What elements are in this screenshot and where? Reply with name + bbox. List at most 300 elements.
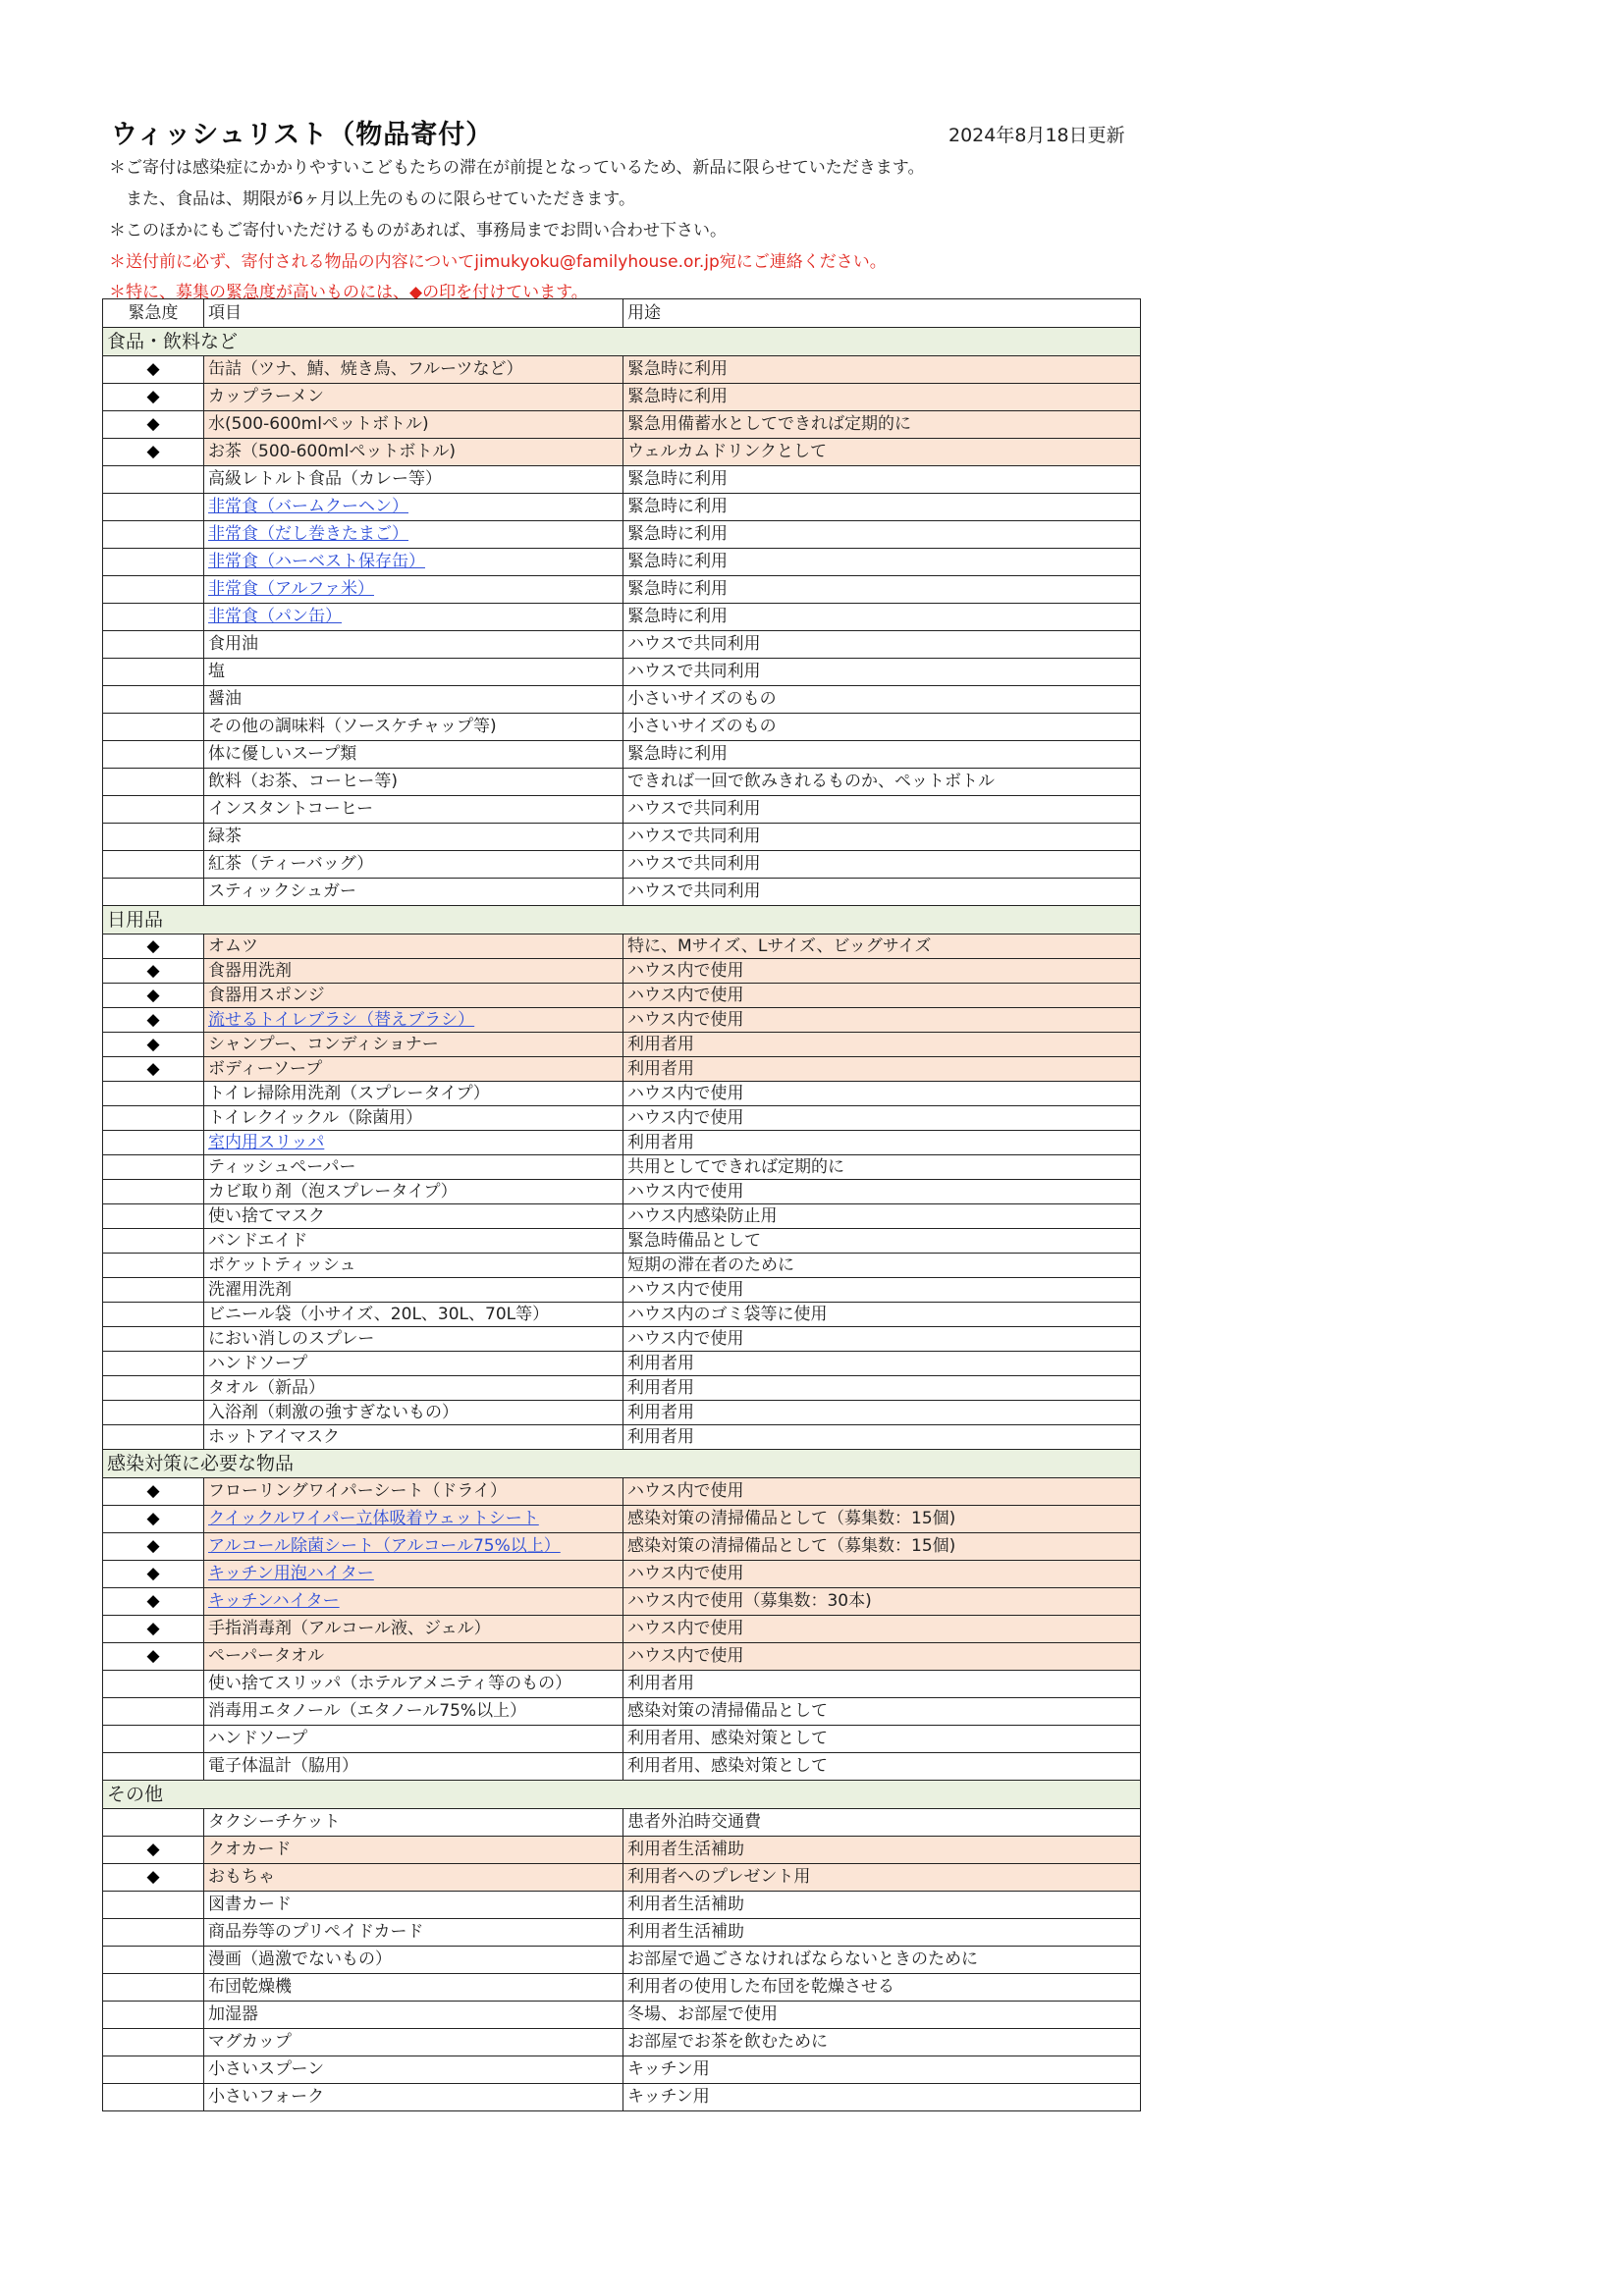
table-row (103, 1131, 1141, 1155)
table-row (103, 1303, 1141, 1327)
item-name: インスタントコーヒー (208, 799, 374, 819)
urgent-diamond-icon: ◆ (146, 960, 160, 981)
item-cell (204, 1008, 623, 1033)
urgency-cell (103, 1376, 204, 1401)
use-cell: 特に、Mサイズ、Lサイズ、ビッグサイズ (623, 934, 1141, 959)
item-name: カップラーメン (208, 387, 324, 406)
header-item: 項目 (204, 299, 623, 328)
table-row (103, 1478, 1141, 1506)
item-name: 食器用洗剤 (208, 960, 292, 981)
urgency-cell (103, 576, 204, 604)
item-cell (204, 2056, 623, 2084)
item-cell (204, 1401, 623, 1425)
table-row (103, 1753, 1141, 1781)
use-cell: 緊急時に利用 (623, 356, 1141, 384)
table-row (103, 1561, 1141, 1588)
item-name: 小さいフォーク (208, 2087, 325, 2107)
table-row (103, 1864, 1141, 1892)
item-name: お茶（500-600mlペットボトル) (208, 442, 456, 461)
item-cell (204, 1278, 623, 1303)
table-row (103, 1616, 1141, 1643)
use-cell: ハウス内で使用 (623, 1180, 1141, 1204)
table-row (103, 1106, 1141, 1131)
item-cell (204, 769, 623, 796)
item-cell (204, 2002, 623, 2029)
urgency-cell (103, 934, 204, 959)
item-cell (204, 1671, 623, 1698)
item-cell (204, 1303, 623, 1327)
item-cell (204, 1533, 623, 1561)
urgent-diamond-icon: ◆ (146, 1509, 160, 1528)
table-row (103, 934, 1141, 959)
item-name: バンドエイド (208, 1230, 308, 1251)
urgency-cell (103, 1229, 204, 1254)
table-row (103, 1155, 1141, 1180)
use-cell: 緊急時に利用 (623, 576, 1141, 604)
item-cell (204, 411, 623, 439)
item-cell (204, 796, 623, 824)
use-cell: 利用者用 (623, 1131, 1141, 1155)
table-row (103, 1327, 1141, 1352)
item-name: 入浴剤（刺激の強すぎないもの） (208, 1402, 459, 1422)
item-link[interactable]: アルコール除菌シート（アルコール75%以上） (208, 1536, 561, 1556)
urgency-cell (103, 1974, 204, 2002)
table-row (103, 714, 1141, 741)
item-name: ハンドソープ (208, 1729, 308, 1748)
table-row (103, 494, 1141, 521)
note-contact-before-sending: ＊送付前に必ず、寄付される物品の内容についてjimukyoku@familyhouse.or.jp宛にご連絡ください。 (109, 252, 887, 272)
table-row (103, 1698, 1141, 1726)
item-name: 洗濯用洗剤 (208, 1279, 292, 1300)
item-name: 手指消毒剤（アルコール液、ジェル） (208, 1619, 491, 1638)
table-row (103, 1229, 1141, 1254)
urgency-cell (103, 984, 204, 1008)
item-cell (204, 1561, 623, 1588)
item-cell (204, 466, 623, 494)
item-name: におい消しのスプレー (208, 1328, 375, 1349)
use-cell: 小さいサイズのもの (623, 686, 1141, 714)
table-row (103, 1533, 1141, 1561)
urgency-cell (103, 466, 204, 494)
table-row (103, 1425, 1141, 1450)
urgency-cell (103, 824, 204, 851)
item-cell (204, 604, 623, 631)
table-row (103, 1401, 1141, 1425)
item-name: 布団乾燥機 (208, 1977, 292, 1997)
item-cell (204, 356, 623, 384)
urgency-cell (103, 1401, 204, 1425)
item-name: 図書カード (208, 1895, 292, 1914)
use-cell: 緊急時備品として (623, 1229, 1141, 1254)
note-contact-office: ＊このほかにもご寄付いただけるものがあれば、事務局までお問い合わせ下さい。 (109, 221, 727, 240)
use-cell: 緊急時に利用 (623, 494, 1141, 521)
table-row (103, 879, 1141, 906)
item-cell (204, 1698, 623, 1726)
table-row (103, 1919, 1141, 1947)
table-row (103, 576, 1141, 604)
table-row (103, 411, 1141, 439)
item-cell (204, 1506, 623, 1533)
use-cell: 感染対策の清掃備品として (623, 1698, 1141, 1726)
urgent-diamond-icon: ◆ (146, 442, 160, 461)
use-cell: ハウス内で使用 (623, 1106, 1141, 1131)
section-title: 感染対策に必要な物品 (103, 1450, 1141, 1478)
item-cell (204, 1726, 623, 1753)
urgency-cell (103, 494, 204, 521)
item-cell (204, 1753, 623, 1781)
urgency-cell (103, 1033, 204, 1057)
urgency-cell (103, 686, 204, 714)
table-row (103, 1082, 1141, 1106)
item-name: トイレクイックル（除菌用） (208, 1107, 423, 1128)
urgency-cell (103, 631, 204, 659)
item-name: マグカップ (208, 2032, 292, 2052)
item-cell (204, 1131, 623, 1155)
use-cell: 患者外泊時交通費 (623, 1809, 1141, 1837)
urgency-cell (103, 2029, 204, 2056)
item-cell (204, 1837, 623, 1864)
table-row (103, 1837, 1141, 1864)
urgency-cell (103, 1588, 204, 1616)
item-name: フローリングワイパーシート（ドライ） (208, 1481, 507, 1501)
item-name: 食器用スポンジ (208, 985, 325, 1005)
item-cell (204, 1892, 623, 1919)
urgent-diamond-icon: ◆ (146, 1591, 160, 1611)
item-name: 体に優しいスープ類 (208, 744, 357, 764)
urgent-diamond-icon: ◆ (146, 1867, 160, 1887)
urgency-cell (103, 1533, 204, 1561)
note-new-items-only: ＊ご寄付は感染症にかかりやすいこどもたちの滞在が前提となっているため、新品に限らせていただきます。 (109, 158, 925, 178)
use-cell: ハウス内で使用 (623, 1561, 1141, 1588)
use-cell: 短期の滞在者のために (623, 1254, 1141, 1278)
table-row (103, 1254, 1141, 1278)
use-cell: ハウス内感染防止用 (623, 1204, 1141, 1229)
item-name: 高級レトルト食品（カレー等） (208, 469, 442, 489)
urgency-cell (103, 1616, 204, 1643)
use-cell: お部屋でお茶を飲むために (623, 2029, 1141, 2056)
use-cell: ハウス内で使用 (623, 1616, 1141, 1643)
urgency-cell (103, 1278, 204, 1303)
table-row (103, 1204, 1141, 1229)
use-cell: 小さいサイズのもの (623, 714, 1141, 741)
urgency-cell (103, 714, 204, 741)
table-row (103, 1506, 1141, 1533)
item-link[interactable]: 非常食（アルファ米） (208, 579, 374, 599)
table-row (103, 686, 1141, 714)
section-header-row (103, 906, 1141, 934)
item-name: ティッシュペーパー (208, 1156, 356, 1177)
note-food-expiry: また、食品は、期限が6ヶ月以上先のものに限らせていただきます。 (109, 189, 635, 209)
use-cell: 緊急時に利用 (623, 741, 1141, 769)
updated-date: 2024年8月18日更新 (948, 125, 1125, 146)
item-name: シャンプー、コンディショナー (208, 1034, 439, 1054)
urgency-cell (103, 1131, 204, 1155)
item-cell (204, 521, 623, 549)
item-name: 商品券等のプリペイドカード (208, 1922, 424, 1942)
use-cell: お部屋で過ごさなければならないときのために (623, 1947, 1141, 1974)
urgency-cell (103, 741, 204, 769)
table-row (103, 521, 1141, 549)
item-name: 水(500-600mlペットボトル) (208, 414, 429, 434)
item-cell (204, 549, 623, 576)
use-cell: 感染対策の清掃備品として（募集数：15個) (623, 1533, 1141, 1561)
section-header-row (103, 1781, 1141, 1809)
use-cell: 冬場、お部屋で使用 (623, 2002, 1141, 2029)
table-row (103, 2084, 1141, 2111)
urgency-cell (103, 1180, 204, 1204)
item-cell (204, 1376, 623, 1401)
urgency-cell (103, 1837, 204, 1864)
item-name: 使い捨てスリッパ（ホテルアメニティ等のもの） (208, 1674, 572, 1693)
table-row (103, 1588, 1141, 1616)
item-name: 使い捨てマスク (208, 1205, 325, 1226)
item-cell (204, 1057, 623, 1082)
item-name: オムツ (208, 935, 258, 956)
use-cell: 緊急時に利用 (623, 466, 1141, 494)
urgency-cell (103, 1057, 204, 1082)
table-row (103, 1278, 1141, 1303)
section-header-row (103, 1450, 1141, 1478)
item-name: ビニール袋（小サイズ、20L、30L、70L等） (208, 1304, 550, 1324)
item-cell (204, 1229, 623, 1254)
table-row (103, 356, 1141, 384)
item-cell (204, 1974, 623, 2002)
urgency-cell (103, 1919, 204, 1947)
use-cell: ハウス内で使用 (623, 1278, 1141, 1303)
header-use: 用途 (623, 299, 1141, 328)
urgency-cell (103, 1726, 204, 1753)
use-cell: ハウスで共同利用 (623, 879, 1141, 906)
table-row (103, 1974, 1141, 2002)
use-cell: ウェルカムドリンクとして (623, 439, 1141, 466)
use-cell: キッチン用 (623, 2084, 1141, 2111)
item-name: 食用油 (208, 634, 258, 654)
urgency-cell (103, 1643, 204, 1671)
item-name: ボディーソープ (208, 1058, 323, 1079)
item-name: タオル（新品） (208, 1377, 325, 1398)
use-cell: ハウス内のゴミ袋等に使用 (623, 1303, 1141, 1327)
use-cell: 利用者用 (623, 1376, 1141, 1401)
item-cell (204, 741, 623, 769)
item-link[interactable]: 非常食（ハーベスト保存缶） (208, 552, 425, 571)
item-name: 電子体温計（脇用） (208, 1756, 358, 1776)
table-row (103, 1008, 1141, 1033)
item-name: 缶詰（ツナ、鯖、焼き鳥、フルーツなど） (208, 359, 523, 379)
item-cell (204, 1809, 623, 1837)
urgency-cell (103, 1303, 204, 1327)
use-cell: 利用者用 (623, 1671, 1141, 1698)
urgency-cell (103, 1008, 204, 1033)
use-cell: 利用者生活補助 (623, 1892, 1141, 1919)
use-cell: 利用者用 (623, 1033, 1141, 1057)
item-cell (204, 984, 623, 1008)
urgency-cell (103, 1698, 204, 1726)
use-cell: ハウス内で使用 (623, 1008, 1141, 1033)
table-row (103, 796, 1141, 824)
use-cell: ハウス内で使用 (623, 1082, 1141, 1106)
use-cell: キッチン用 (623, 2056, 1141, 2084)
item-cell (204, 851, 623, 879)
table-row (103, 984, 1141, 1008)
urgent-diamond-icon: ◆ (146, 1536, 160, 1556)
item-cell (204, 1425, 623, 1450)
item-name: カビ取り剤（泡スプレータイプ） (208, 1181, 458, 1201)
item-name: 小さいスプーン (208, 2059, 325, 2079)
urgency-cell (103, 2002, 204, 2029)
urgency-cell (103, 521, 204, 549)
table-row (103, 1892, 1141, 1919)
item-cell (204, 1106, 623, 1131)
item-link[interactable]: 非常食（だし巻きたまご） (208, 524, 408, 544)
urgent-diamond-icon: ◆ (146, 359, 160, 379)
item-link[interactable]: 流せるトイレブラシ（替えブラシ） (208, 1009, 475, 1030)
table-row (103, 466, 1141, 494)
urgency-cell (103, 796, 204, 824)
use-cell: 感染対策の清掃備品として（募集数：15個) (623, 1506, 1141, 1533)
urgency-cell (103, 1506, 204, 1533)
urgency-cell (103, 659, 204, 686)
urgent-diamond-icon: ◆ (146, 985, 160, 1005)
urgency-cell (103, 769, 204, 796)
urgency-cell (103, 851, 204, 879)
page-title: ウィッシュリスト（物品寄付） (111, 120, 494, 150)
urgency-cell (103, 1671, 204, 1698)
section-header-row (103, 328, 1141, 356)
item-cell (204, 1180, 623, 1204)
note-urgent-mark: ＊特に、募集の緊急度が高いものには、◆の印を付けています。 (109, 283, 588, 302)
use-cell: ハウス内で使用 (623, 1643, 1141, 1671)
urgency-cell (103, 384, 204, 411)
use-cell: ハウス内で使用 (623, 1327, 1141, 1352)
table-row (103, 549, 1141, 576)
urgency-cell (103, 1947, 204, 1974)
urgency-cell (103, 1155, 204, 1180)
item-name: その他の調味料（ソースケチャップ等) (208, 717, 497, 736)
use-cell: 緊急用備蓄水としてできれば定期的に (623, 411, 1141, 439)
urgency-cell (103, 1864, 204, 1892)
item-name: 飲料（お茶、コーヒー等) (208, 772, 398, 791)
use-cell: 緊急時に利用 (623, 521, 1141, 549)
urgent-diamond-icon: ◆ (146, 1619, 160, 1638)
table-row (103, 1643, 1141, 1671)
urgency-cell (103, 1892, 204, 1919)
use-cell: ハウスで共同利用 (623, 851, 1141, 879)
urgency-cell (103, 1425, 204, 1450)
item-link[interactable]: キッチン用泡ハイター (208, 1564, 374, 1583)
table-row (103, 439, 1141, 466)
item-link[interactable]: 非常食（パン缶） (208, 607, 342, 626)
use-cell: 利用者用 (623, 1352, 1141, 1376)
urgency-cell (103, 549, 204, 576)
table-row (103, 604, 1141, 631)
urgency-cell (103, 411, 204, 439)
item-cell (204, 1352, 623, 1376)
urgency-cell (103, 1254, 204, 1278)
item-cell (204, 494, 623, 521)
section-title: その他 (103, 1781, 1141, 1809)
use-cell: ハウスで共同利用 (623, 824, 1141, 851)
item-name: ハンドソープ (208, 1353, 308, 1373)
item-link[interactable]: 室内用スリッパ (208, 1132, 325, 1152)
table-row (103, 824, 1141, 851)
table-row (103, 1057, 1141, 1082)
urgency-cell (103, 356, 204, 384)
use-cell: 利用者へのプレゼント用 (623, 1864, 1141, 1892)
use-cell: 利用者の使用した布団を乾燥させる (623, 1974, 1141, 2002)
use-cell: ハウス内で使用（募集数：30本) (623, 1588, 1141, 1616)
item-cell (204, 2029, 623, 2056)
urgency-cell (103, 1478, 204, 1506)
item-name: おもちゃ (208, 1867, 275, 1887)
urgency-cell (103, 439, 204, 466)
table-row (103, 1033, 1141, 1057)
table-row (103, 2029, 1141, 2056)
item-name: トイレ掃除用洗剤（スプレータイプ） (208, 1083, 490, 1103)
item-name: 漫画（過激でないもの） (208, 1949, 392, 1969)
urgency-cell (103, 1327, 204, 1352)
use-cell: 利用者生活補助 (623, 1919, 1141, 1947)
item-cell (204, 631, 623, 659)
item-cell (204, 1082, 623, 1106)
table-header-row (103, 299, 1141, 328)
table-row (103, 1671, 1141, 1698)
use-cell: ハウス内で使用 (623, 984, 1141, 1008)
item-cell (204, 686, 623, 714)
item-link[interactable]: クイックルワイパー立体吸着ウェットシート (208, 1509, 539, 1528)
table-row (103, 1726, 1141, 1753)
urgency-cell (103, 604, 204, 631)
item-cell (204, 959, 623, 984)
use-cell: 緊急時に利用 (623, 604, 1141, 631)
item-cell (204, 1155, 623, 1180)
item-cell (204, 1947, 623, 1974)
table-row (103, 631, 1141, 659)
wishlist-table (102, 298, 1141, 2111)
item-cell (204, 1864, 623, 1892)
use-cell: ハウス内で使用 (623, 1478, 1141, 1506)
urgency-cell (103, 1561, 204, 1588)
item-name: 加湿器 (208, 2004, 258, 2024)
item-cell (204, 1588, 623, 1616)
use-cell: 利用者用、感染対策として (623, 1726, 1141, 1753)
item-cell (204, 1204, 623, 1229)
table-row (103, 1352, 1141, 1376)
urgent-diamond-icon: ◆ (146, 387, 160, 406)
item-cell (204, 1254, 623, 1278)
use-cell: ハウス内で使用 (623, 959, 1141, 984)
item-name: クオカード (208, 1840, 292, 1859)
item-name: ホットアイマスク (208, 1426, 340, 1447)
use-cell: 利用者用、感染対策として (623, 1753, 1141, 1781)
item-cell (204, 1478, 623, 1506)
item-name: 紅茶（ティーバッグ） (208, 854, 374, 874)
item-link[interactable]: キッチンハイター (208, 1591, 340, 1611)
item-cell (204, 824, 623, 851)
item-cell (204, 576, 623, 604)
table-row (103, 659, 1141, 686)
urgency-cell (103, 1082, 204, 1106)
table-row (103, 1180, 1141, 1204)
urgency-cell (103, 1352, 204, 1376)
item-link[interactable]: 非常食（バームクーヘン） (208, 497, 408, 516)
item-name: 緑茶 (208, 827, 242, 846)
item-cell (204, 879, 623, 906)
use-cell: 緊急時に利用 (623, 384, 1141, 411)
item-name: ポケットティッシュ (208, 1255, 356, 1275)
use-cell: できれば一回で飲みきれるものか、ペットボトル (623, 769, 1141, 796)
urgent-diamond-icon: ◆ (146, 1009, 160, 1030)
table-row (103, 2002, 1141, 2029)
